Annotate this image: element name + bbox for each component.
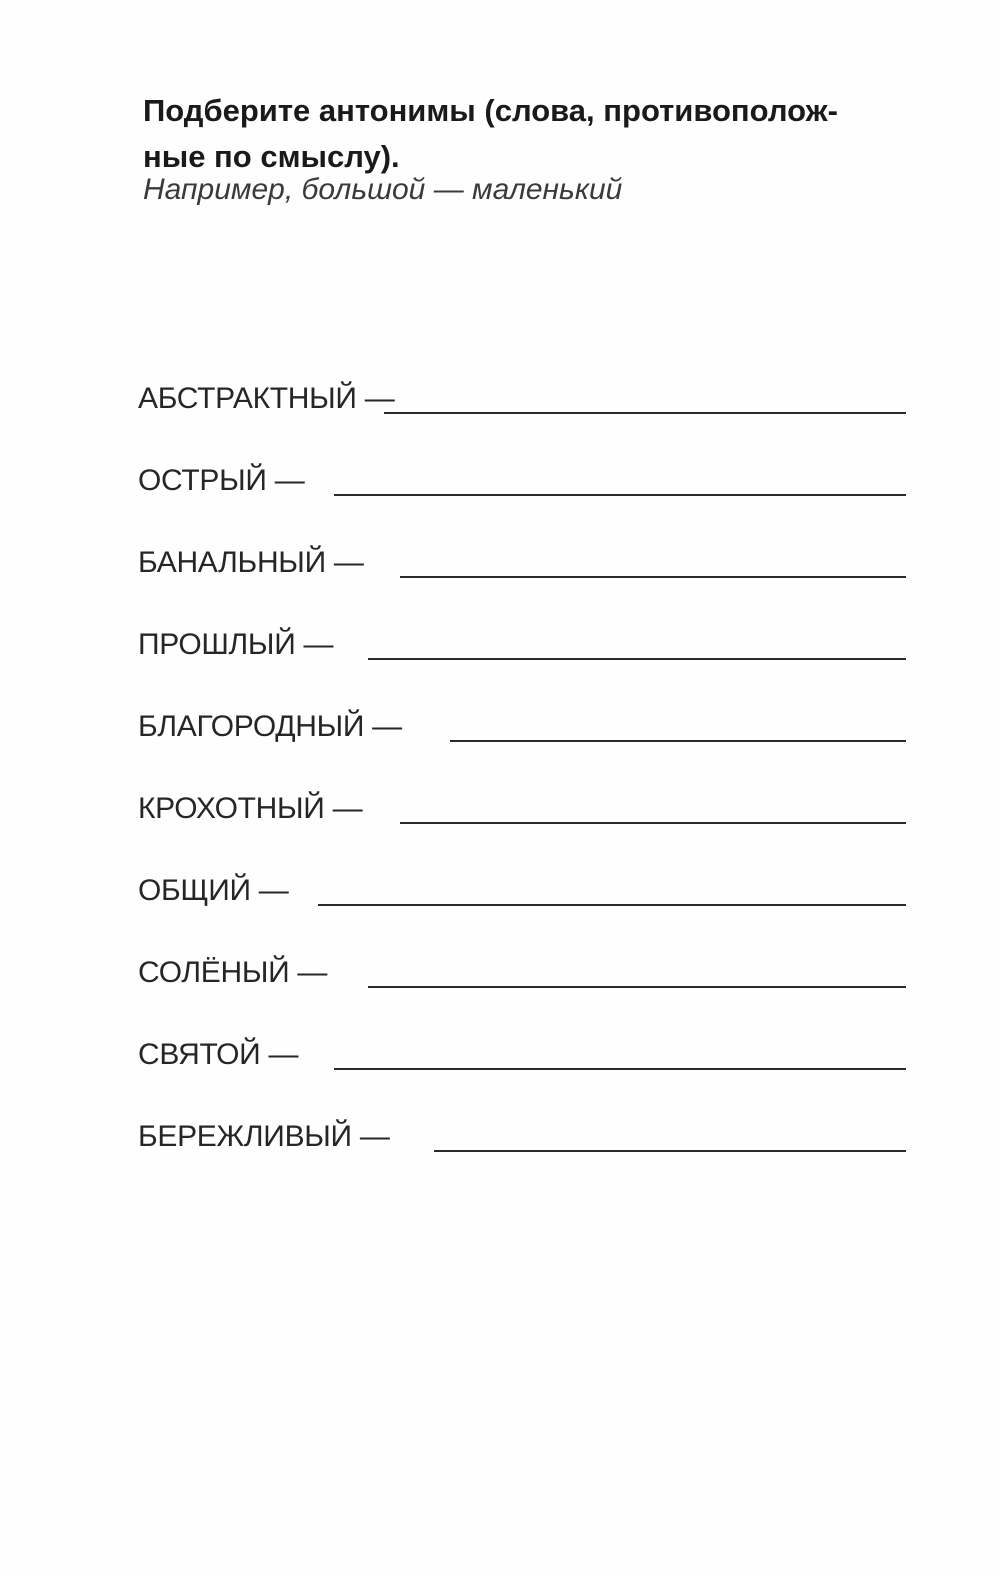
instruction-line-2: ные по смыслу). — [143, 139, 400, 174]
item-word: ПРОШЛЫЙ — — [138, 628, 334, 661]
answer-line[interactable] — [450, 740, 906, 742]
item-word: КРОХОТНЫЙ — — [138, 792, 363, 825]
item-word: АБСТРАКТНЫЙ — — [138, 382, 395, 415]
answer-line[interactable] — [434, 1150, 906, 1152]
answer-line[interactable] — [368, 986, 906, 988]
item-word: БАНАЛЬНЫЙ — — [138, 546, 364, 579]
list-item — [138, 536, 906, 580]
item-word: ОСТРЫЙ — — [138, 464, 305, 497]
item-word: БЛАГОРОДНЫЙ — — [138, 710, 402, 743]
list-item — [138, 1110, 906, 1154]
list-item — [138, 782, 906, 826]
answer-line[interactable] — [318, 904, 906, 906]
answer-line[interactable] — [400, 822, 906, 824]
list-item — [138, 454, 906, 498]
answer-line[interactable] — [368, 658, 906, 660]
task-instruction — [143, 88, 933, 180]
answer-line[interactable] — [334, 1068, 906, 1070]
example-text: Например, большой — маленький — [143, 173, 623, 206]
list-item — [138, 1028, 906, 1072]
list-item — [138, 700, 906, 744]
list-item — [138, 946, 906, 990]
item-word: СОЛЁНЫЙ — — [138, 956, 328, 989]
list-item — [138, 372, 906, 416]
answer-line[interactable] — [400, 576, 906, 578]
answer-line[interactable] — [334, 494, 906, 496]
list-item — [138, 618, 906, 662]
instruction-line-1: Подберите антонимы (слова, противополож- — [143, 93, 838, 128]
item-word: СВЯТОЙ — — [138, 1038, 299, 1071]
item-word: БЕРЕЖЛИВЫЙ — — [138, 1120, 390, 1153]
answer-line[interactable] — [384, 412, 906, 414]
item-word: ОБЩИЙ — — [138, 874, 289, 907]
list-item — [138, 864, 906, 908]
